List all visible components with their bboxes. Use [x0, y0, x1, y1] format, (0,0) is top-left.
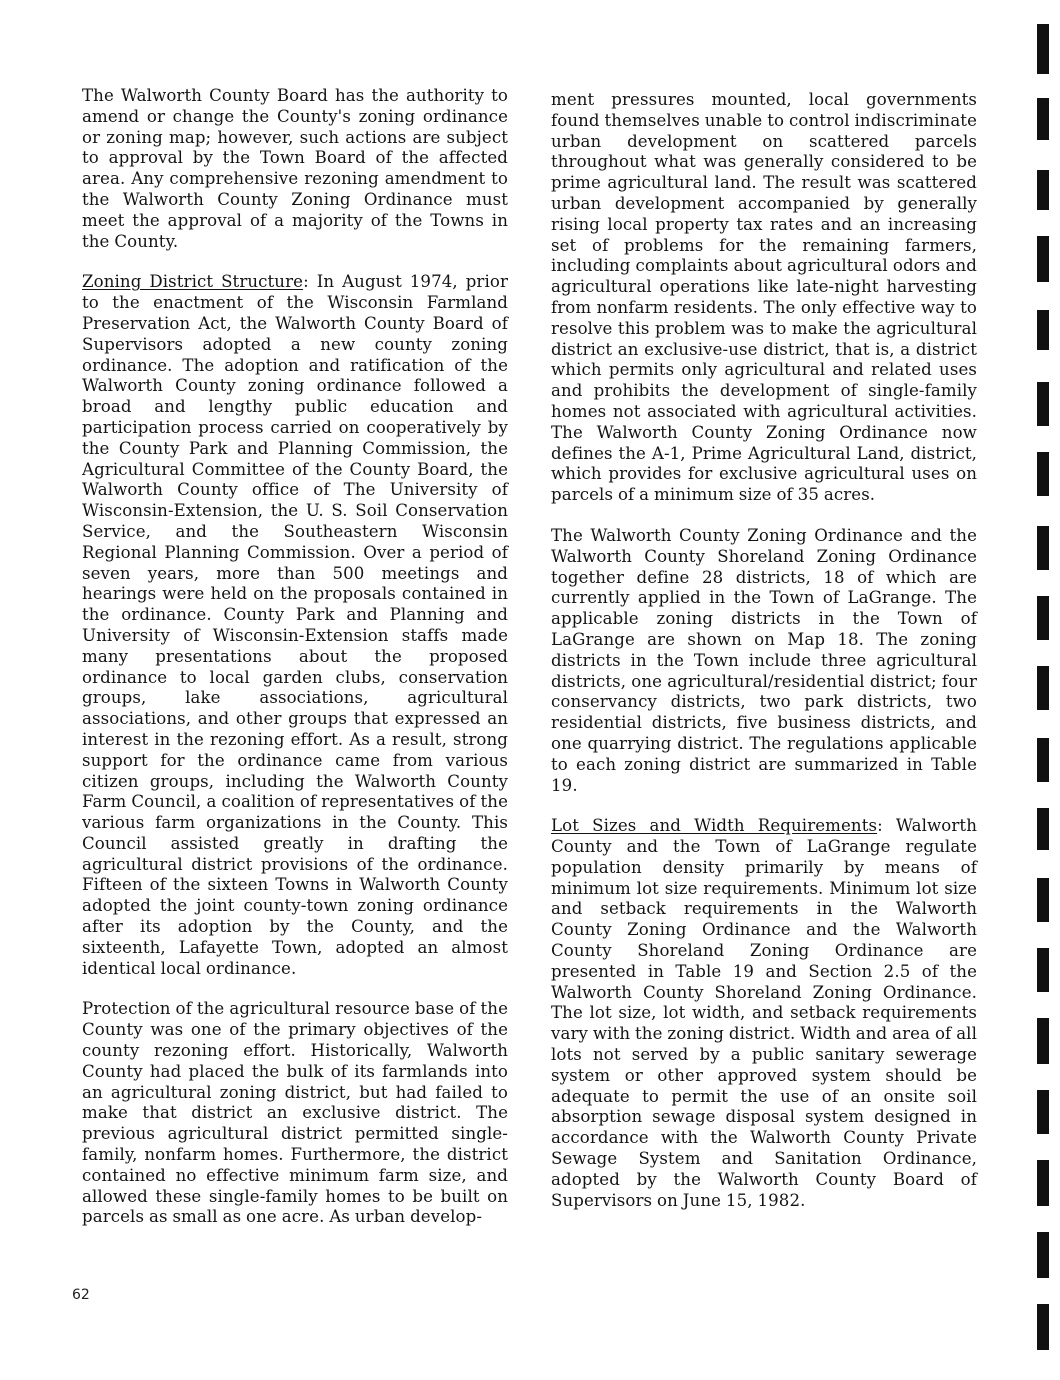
edge-mark	[1037, 1090, 1049, 1134]
paragraph-development-pressures: ment pressures mounted, local governments found themselves unable to control indiscriminate urban development on scattered parcels throughout what was generally considered to be prime agricultural land. The result was scattered urban development accompanied by generally rising local property tax rates and an increasing set of problems for the remaining farmers, including complaints about agricultural odors and agricultural operations like late-night harvesting from nonfarm residents. The only effective way to resolve this problem was to make the agricultural district an exclusive-use district, that is, a district which permits only agricultural and related uses and prohibits the development of single-family homes not associated with agricultural activities. The Walworth County Zoning Ordinance now defines the A-1, Prime Agricultural Land, district, which provides for exclusive agricultural uses on parcels of a minimum size of 35 acres.	[551, 90, 977, 505]
edge-mark	[1037, 878, 1049, 922]
page-number: 62	[72, 1287, 90, 1303]
paragraph-lot-sizes	[551, 816, 977, 1211]
scan-edge-marks	[1037, 0, 1051, 1380]
edge-mark	[1037, 310, 1049, 350]
edge-mark	[1037, 382, 1049, 426]
edge-mark	[1037, 170, 1049, 210]
edge-mark	[1037, 452, 1049, 496]
edge-mark	[1037, 1304, 1049, 1350]
right-column	[551, 90, 977, 1231]
edge-mark	[1037, 236, 1049, 282]
edge-mark	[1037, 526, 1049, 570]
edge-mark	[1037, 98, 1049, 140]
edge-mark	[1037, 1160, 1049, 1206]
section-heading-lot-sizes: Lot Sizes and Width Requirements	[551, 816, 878, 836]
paragraph-body: : Walworth County and the Town of LaGrange regulate population density primarily by means of minimum lot size requirements. Minimum lot size and setback requirements in the Walworth County Zoning Ordinance and the Walworth County Shoreland Zoning Ordinance are presented in Table 19 and Section 2.5 of the Walworth County Shoreland Zoning Ordinance. The lot size, lot width, and setback requirements vary with the zoning district. Width and area of all lots not served by a public sanitary sewerage system or other approved system should be adequate to permit the use of an onsite soil absorption sewage disposal system designed in accordance with the Walworth County Private Sewage System and Sanitation Ordinance, adopted by the Walworth County Board of Supervisors on June 15, 1982.	[551, 816, 977, 1210]
paragraph-board-authority: The Walworth County Board has the authority to amend or change the County's zoning ordinance or zoning map; however, such actions are subject to approval by the Town Board of the affected area. Any comprehensive rezoning amendment to the Walworth County Zoning Ordinance must meet the approval of a majority of the Towns in the County.	[82, 86, 508, 251]
edge-mark	[1037, 808, 1049, 850]
paragraph-agricultural-protection: Protection of the agricultural resource base of the County was one of the primary objectives of the county rezoning effort. Historically, Walworth County had placed the bulk of its farmlands into an agricultural zoning district, but had failed to make that district an exclusive district. The previous agricultural district permitted single-family, nonfarm homes. Furthermore, the district contained no effective minimum farm size, and allowed these single-family homes to be built on parcels as small as one acre. As urban develop-	[82, 999, 508, 1227]
edge-mark	[1037, 24, 1049, 74]
left-column	[82, 86, 508, 1248]
paragraph-body: : In August 1974, prior to the enactment of the Wisconsin Farmland Preservation Act, the Walworth County Board of Supervisors adopted a new county zoning ordinance. The adoption and ratification of the Walworth County zoning ordinance followed a broad and lengthy public education and participation process carried on cooperatively by the County Park and Planning Commission, the Agricultural Committee of the County Board, the Walworth County office of The University of Wisconsin-Extension, the U. S. Soil Conservation Service, and the Southeastern Wisconsin Regional Planning Commission. Over a period of seven years, more than 500 meetings and hearings were held on the proposals contained in the ordinance. County Park and Planning and University of Wisconsin-Extension staffs made many presentations about the proposed ordinance to local garden clubs, conservation groups, lake associations, agricultural associations, and other groups that expressed an interest in the rezoning effort. As a result, strong support for the ordinance came from various citizen groups, including the Walworth County Farm Council, a coalition of representatives of the various farm organizations in the County. This Council assisted greatly in drafting the agricultural district provisions of the ordinance. Fifteen of the sixteen Towns in Walworth County adopted the joint county-town zoning ordinance after its adoption by the County, and the sixteenth, Lafayette Town, adopted an almost identical local ordinance.	[82, 272, 508, 978]
edge-mark	[1037, 1018, 1049, 1064]
section-heading-zoning-district-structure: Zoning District Structure	[82, 272, 304, 292]
paragraph-zoning-districts: The Walworth County Zoning Ordinance and the Walworth County Shoreland Zoning Ordinance together define 28 districts, 18 of which are currently applied in the Town of LaGrange. The applicable zoning districts in the Town of LaGrange are shown on Map 18. The zoning districts in the Town include three agricultural districts, one agricultural/residential district; four conservancy districts, two park districts, two residential districts, five business districts, and one quarrying district. The regulations applicable to each zoning district are summarized in Table 19.	[551, 525, 977, 795]
edge-mark	[1037, 948, 1049, 992]
paragraph-zoning-district-structure	[82, 272, 508, 979]
edge-mark	[1037, 596, 1049, 640]
edge-mark	[1037, 1232, 1049, 1278]
edge-mark	[1037, 666, 1049, 710]
edge-mark	[1037, 738, 1049, 782]
